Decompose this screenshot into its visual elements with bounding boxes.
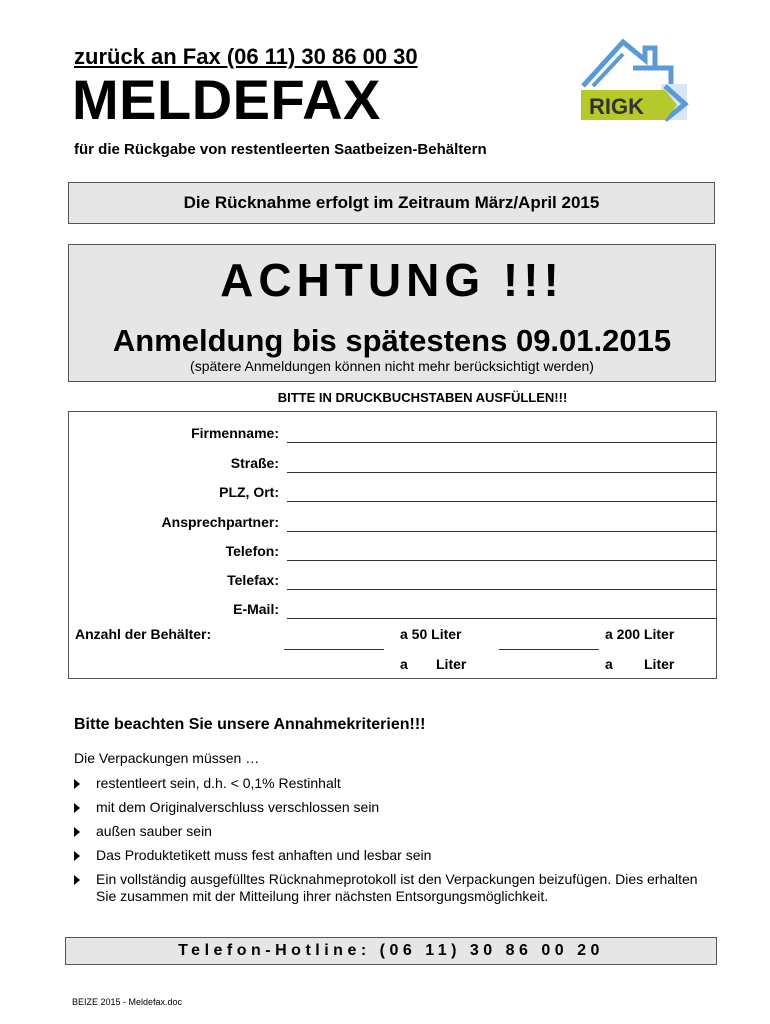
warning-box: [68, 244, 716, 382]
list-item-text: außen sauber sein: [96, 823, 212, 839]
bullet-arrow-icon: [74, 779, 80, 789]
qty-custom1-liter: Liter: [436, 656, 467, 672]
list-item-text: Ein vollständig ausgefülltes Rücknahmeprotokoll ist den Verpackungen beizufügen. Dies erhalten Sie zusammen mit der Mitteilung ihrer nächsten Entsorgungsmöglichkeit.: [96, 871, 698, 904]
list-item: [74, 847, 714, 864]
list-item: [74, 799, 714, 816]
ansprechpartner-label: Ansprechpartner:: [161, 514, 279, 530]
list-item-text: mit dem Originalverschluss verschlossen sein: [96, 799, 380, 815]
hotline-text: Telefon-Hotline: (06 11) 30 86 00 20: [178, 942, 604, 959]
rigk-logo: [575, 38, 690, 124]
rigk-logo-graphic: [575, 38, 690, 124]
page-subtitle: für die Rückgabe von restentleerten Saatbeizen-Behältern: [74, 141, 487, 158]
bullet-arrow-icon: [74, 803, 80, 813]
email-label: E-Mail:: [233, 601, 279, 617]
qty-200-field[interactable]: [499, 633, 599, 650]
criteria-list: [74, 775, 714, 912]
form-instruction: BITTE IN DRUCKBUCHSTABEN AUSFÜLLEN!!!: [277, 390, 568, 405]
strasse-label: Straße:: [230, 455, 279, 471]
fax-return-line: zurück an Fax (06 11) 30 86 00 30: [74, 44, 418, 69]
ansprechpartner-field[interactable]: [287, 515, 717, 532]
anzahl-label: Anzahl der Behälter:: [75, 626, 212, 642]
logo-text: RIGK: [589, 94, 644, 119]
bullet-arrow-icon: [74, 875, 80, 885]
strasse-field[interactable]: [287, 456, 717, 473]
plz-ort-label: PLZ, Ort:: [219, 484, 279, 500]
telefon-label: Telefon:: [225, 543, 279, 559]
list-item-text: restentleert sein, d.h. < 0,1% Restinhalt: [96, 775, 341, 791]
footer-filename: BEIZE 2015 - Meldefax.doc: [72, 997, 183, 1007]
hotline-box: [65, 937, 717, 965]
qty-50-field[interactable]: [284, 633, 384, 650]
criteria-heading: Bitte beachten Sie unsere Annahmekriterien!!!: [74, 716, 426, 733]
qty-custom1-a: a: [400, 656, 408, 672]
period-box: [68, 182, 715, 224]
qty-custom1-size-field[interactable]: [414, 656, 432, 672]
qty-custom2-a: a: [605, 656, 613, 672]
list-item: [74, 823, 714, 840]
page-title: MELDEFAX: [72, 68, 381, 131]
telefax-field[interactable]: [287, 573, 717, 590]
qty-custom2-liter: Liter: [644, 656, 675, 672]
bullet-arrow-icon: [74, 851, 80, 861]
list-item-text: Das Produktetikett muss fest anhaften und lesbar sein: [96, 847, 432, 863]
telefon-field[interactable]: [287, 544, 717, 561]
deadline-text: Anmeldung bis spätestens 09.01.2015: [112, 323, 672, 358]
qty-50-label: a 50 Liter: [400, 626, 462, 642]
telefax-label: Telefax:: [227, 572, 279, 588]
achtung-heading: ACHTUNG !!!: [220, 254, 564, 306]
list-item: [74, 775, 714, 792]
firmenname-field[interactable]: [287, 426, 717, 443]
firmenname-label: Firmenname:: [191, 425, 279, 441]
criteria-intro: Die Verpackungen müssen …: [74, 750, 260, 766]
qty-200-label: a 200 Liter: [605, 626, 675, 642]
qty-custom2-size-field[interactable]: [619, 656, 639, 672]
plz-ort-field[interactable]: [287, 485, 717, 502]
list-item: [74, 871, 714, 905]
period-text: Die Rücknahme erfolgt im Zeitraum März/April 2015: [183, 193, 600, 212]
bullet-arrow-icon: [74, 827, 80, 837]
registration-form: [68, 411, 717, 679]
deadline-note: (spätere Anmeldungen können nicht mehr berücksichtigt werden): [190, 358, 594, 374]
email-field[interactable]: [287, 602, 717, 619]
